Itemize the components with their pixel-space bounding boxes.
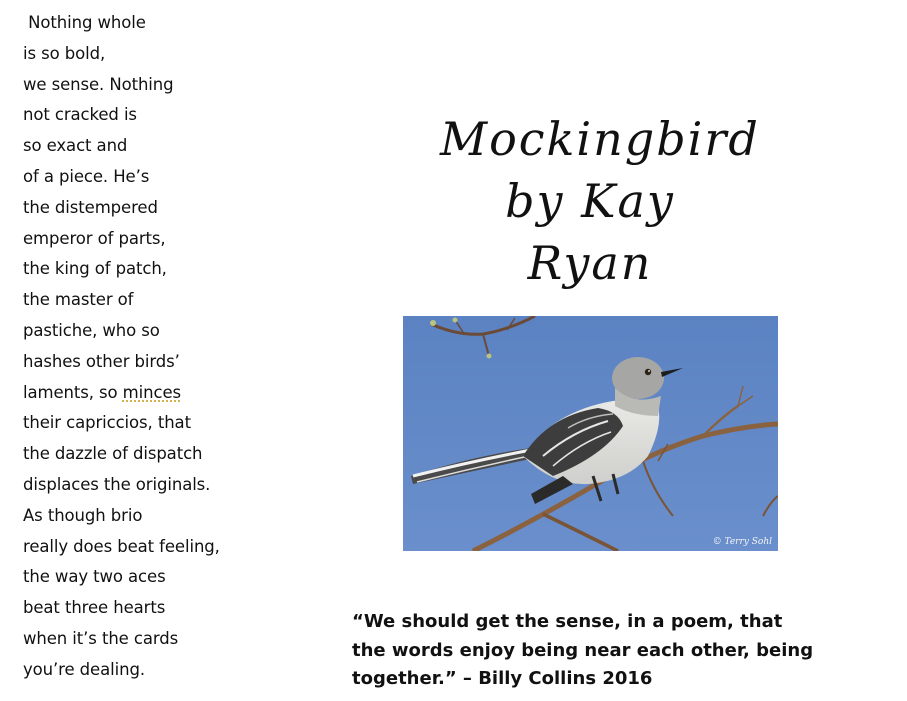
poem-text — [23, 8, 323, 686]
poem-line: not cracked is — [23, 105, 137, 125]
poem-line: the king of patch, — [23, 259, 167, 279]
poem-line: displaces the originals. — [23, 474, 211, 494]
poem-line: emperor of parts, — [23, 228, 166, 248]
poem-line: the way two aces — [23, 567, 166, 587]
poem-line: really does beat feeling, — [23, 536, 220, 556]
poem-title — [440, 108, 760, 294]
poem-line: the dazzle of dispatch — [23, 444, 203, 464]
poem-line: their capriccios, that — [23, 413, 191, 433]
poem-line: beat three hearts — [23, 598, 166, 618]
poem-line: pastiche, who so — [23, 320, 160, 340]
mockingbird-photo — [403, 316, 778, 551]
author-line: by Kay Ryan — [505, 174, 675, 290]
poem-line: As though brio — [23, 505, 143, 525]
poem-line: is so bold, — [23, 43, 106, 63]
poem-line: Nothing whole — [23, 13, 146, 32]
poem-line: the distempered — [23, 197, 158, 217]
poem-line-text: laments, so — [23, 382, 123, 402]
poem-line: hashes other birds’ — [23, 351, 180, 371]
poem-line: so exact and — [23, 136, 128, 156]
poem-line: the master of — [23, 290, 134, 310]
poem-line — [23, 378, 323, 409]
title-line: Mockingbird — [440, 112, 760, 166]
poem-line: of a piece. He’s — [23, 166, 150, 186]
billy-collins-quote: “We should get the sense, in a poem, that the words enjoy being near each other, being together.” – Billy Collins 2016 — [352, 611, 814, 689]
poem-line: when it’s the cards — [23, 628, 179, 648]
photo-credit: © Terry Sohl — [712, 537, 772, 547]
spellcheck-underlined-word[interactable]: minces — [122, 382, 182, 402]
poem-line: you’re dealing. — [23, 659, 145, 679]
mockingbird-illustration — [403, 316, 778, 551]
poem-line: we sense. Nothing — [23, 74, 174, 94]
